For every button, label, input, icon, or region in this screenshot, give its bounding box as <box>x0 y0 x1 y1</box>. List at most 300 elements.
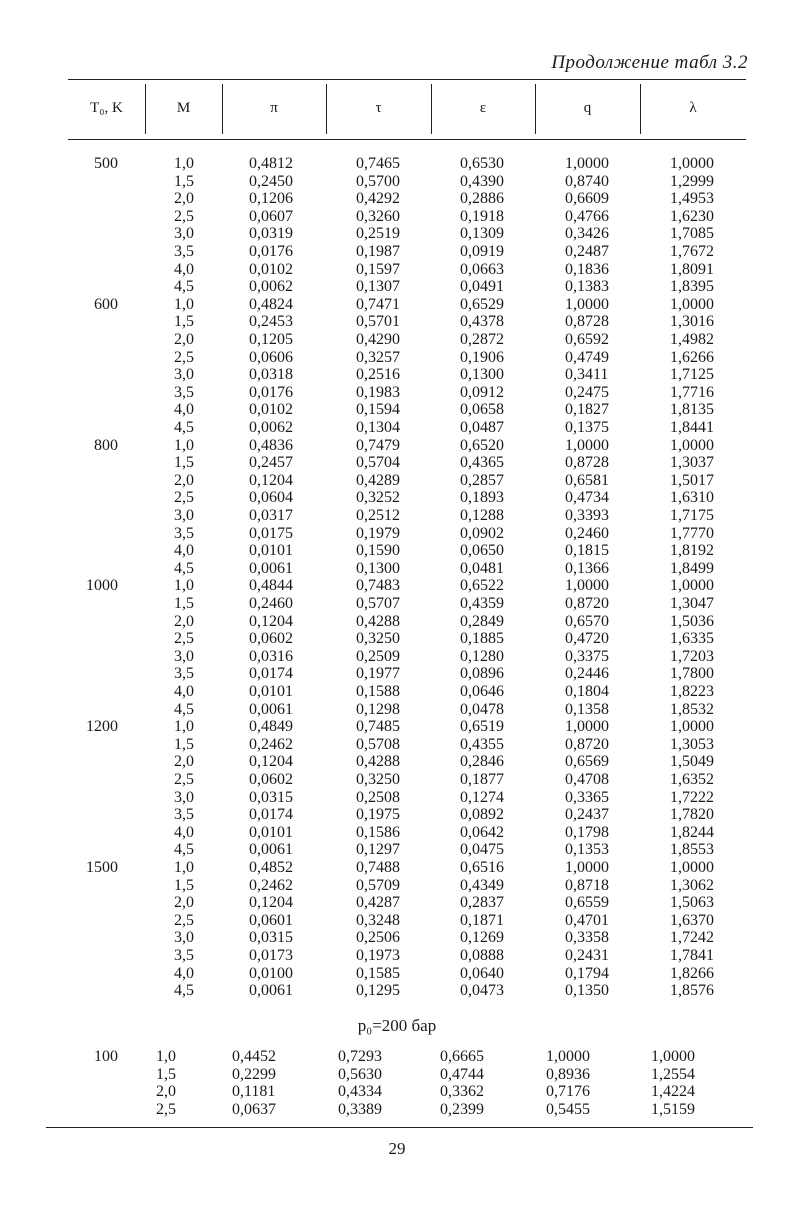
lambda-cell: 1,4953 <box>670 190 714 208</box>
pi-cell: 0,0175 <box>249 524 293 542</box>
q-cell: 0,4734 <box>565 489 609 507</box>
q-cell: 0,1798 <box>565 823 609 841</box>
lambda-cell: 1,3016 <box>670 313 714 331</box>
lambda-cell: 1,8576 <box>670 982 714 1000</box>
lambda-cell: 1,6335 <box>670 630 714 648</box>
eps-cell: 0,1918 <box>460 207 504 225</box>
lambda-cell: 1,3062 <box>670 876 714 894</box>
lambda-cell: 1,6310 <box>670 489 714 507</box>
lambda-cell: 1,7800 <box>670 665 714 683</box>
pi-cell: 0,0101 <box>249 683 293 700</box>
mach-cell: 4,0 <box>174 401 194 419</box>
lambda-cell: 1,8553 <box>670 841 714 859</box>
tau-cell: 0,5708 <box>356 735 400 753</box>
pi-cell: 0,0062 <box>249 278 293 296</box>
q-cell: 0,6559 <box>565 894 609 912</box>
q-cell: 0,7176 <box>546 1083 590 1101</box>
table-row <box>0 665 794 683</box>
header-q: q <box>583 100 592 116</box>
pi-cell: 0,1204 <box>249 471 293 489</box>
table-row <box>0 701 794 719</box>
tau-cell: 0,4288 <box>356 753 400 771</box>
t0-value: 1000 <box>86 577 118 595</box>
q-cell: 0,5455 <box>546 1100 590 1118</box>
mach-cell: 4,5 <box>174 278 194 296</box>
table-row <box>0 261 794 279</box>
eps-cell: 0,6520 <box>460 436 504 454</box>
tau-cell: 0,4289 <box>356 471 400 489</box>
tau-cell: 0,3389 <box>338 1100 382 1118</box>
eps-cell: 0,1280 <box>460 647 504 665</box>
q-cell: 0,1836 <box>565 260 609 278</box>
lambda-cell: 1,7203 <box>670 647 714 665</box>
mach-cell: 2,5 <box>174 771 194 788</box>
tau-cell: 0,7483 <box>356 577 400 595</box>
q-cell: 0,6570 <box>565 612 609 630</box>
eps-cell: 0,0902 <box>460 524 504 542</box>
eps-cell: 0,4355 <box>460 735 504 753</box>
table-row <box>0 859 794 877</box>
mach-cell: 2,0 <box>174 894 194 912</box>
q-cell: 0,1375 <box>565 419 609 436</box>
mach-cell: 2,0 <box>174 331 194 348</box>
tau-cell: 0,4292 <box>356 190 400 208</box>
eps-cell: 0,0919 <box>460 243 504 260</box>
table-row <box>0 560 794 578</box>
lambda-cell: 1,8441 <box>670 419 714 436</box>
eps-cell: 0,0646 <box>460 683 504 700</box>
q-cell: 1,0000 <box>565 859 609 876</box>
pi-cell: 0,4812 <box>249 155 293 172</box>
table-row <box>0 841 794 859</box>
tau-cell: 0,5707 <box>356 595 400 612</box>
mach-cell: 1,5 <box>174 313 194 331</box>
q-cell: 1,0000 <box>565 577 609 595</box>
eps-cell: 0,1885 <box>460 630 504 648</box>
table-row <box>0 542 794 560</box>
eps-cell: 0,4365 <box>460 454 504 472</box>
tau-cell: 0,1307 <box>356 278 400 296</box>
tau-cell: 0,1295 <box>356 982 400 1000</box>
mach-cell: 1,0 <box>174 295 194 313</box>
eps-cell: 0,1906 <box>460 348 504 366</box>
tau-cell: 0,2506 <box>356 929 400 947</box>
q-cell: 0,8740 <box>565 172 609 190</box>
table-row <box>0 929 794 947</box>
pi-cell: 0,4844 <box>249 577 293 595</box>
q-cell: 0,4766 <box>565 207 609 225</box>
mach-cell: 4,5 <box>174 559 194 577</box>
tau-cell: 0,1983 <box>356 383 400 401</box>
lambda-cell: 1,6266 <box>670 348 714 366</box>
t0-value: 100 <box>94 1048 118 1065</box>
q-cell: 0,1815 <box>565 542 609 560</box>
t0-value: 800 <box>94 436 118 454</box>
eps-cell: 0,0491 <box>460 278 504 296</box>
eps-cell: 0,1300 <box>460 366 504 384</box>
tau-cell: 0,1987 <box>356 243 400 260</box>
pi-cell: 0,2299 <box>232 1065 276 1083</box>
mach-cell: 4,0 <box>174 964 194 982</box>
eps-cell: 0,1309 <box>460 225 504 243</box>
eps-cell: 0,4744 <box>440 1065 484 1083</box>
q-cell: 0,1383 <box>565 278 609 296</box>
pi-cell: 0,1204 <box>249 612 293 630</box>
lambda-cell: 1,7222 <box>670 788 714 806</box>
eps-cell: 0,6516 <box>460 859 504 876</box>
lambda-cell: 1,7242 <box>670 929 714 947</box>
pi-cell: 0,4836 <box>249 436 293 454</box>
tau-cell: 0,5630 <box>338 1065 382 1083</box>
eps-cell: 0,4349 <box>460 876 504 894</box>
lambda-cell: 1,4224 <box>651 1083 695 1101</box>
eps-cell: 0,1871 <box>460 911 504 929</box>
eps-cell: 0,2399 <box>440 1100 484 1118</box>
mach-cell: 3,5 <box>174 524 194 542</box>
eps-cell: 0,6530 <box>460 155 504 172</box>
lambda-cell: 1,0000 <box>651 1048 695 1065</box>
eps-cell: 0,2872 <box>460 331 504 348</box>
q-cell: 0,6569 <box>565 753 609 771</box>
q-cell: 0,1350 <box>565 982 609 1000</box>
q-cell: 0,8718 <box>565 876 609 894</box>
q-cell: 0,3411 <box>565 366 609 384</box>
pi-cell: 0,0173 <box>249 947 293 964</box>
table-row <box>0 507 794 525</box>
pi-cell: 0,2457 <box>249 454 293 472</box>
eps-cell: 0,0663 <box>460 260 504 278</box>
mach-cell: 4,0 <box>174 823 194 841</box>
pi-cell: 0,0176 <box>249 383 293 401</box>
q-cell: 0,2446 <box>565 665 609 683</box>
tau-cell: 0,1590 <box>356 542 400 560</box>
table-row <box>0 877 794 895</box>
table-row <box>0 173 794 191</box>
table-row <box>0 1101 794 1119</box>
q-cell: 0,1794 <box>565 964 609 982</box>
table-row <box>0 824 794 842</box>
tau-cell: 0,7293 <box>338 1048 382 1065</box>
eps-cell: 0,2857 <box>460 471 504 489</box>
lambda-cell: 1,0000 <box>670 295 714 313</box>
mach-cell: 2,5 <box>174 630 194 648</box>
q-cell: 0,2431 <box>565 947 609 964</box>
table-bottom-rule <box>46 1127 753 1128</box>
mach-cell: 4,5 <box>174 700 194 718</box>
table-row <box>0 437 794 455</box>
pi-cell: 0,0061 <box>249 700 293 718</box>
table-row <box>0 313 794 331</box>
q-cell: 1,0000 <box>565 436 609 454</box>
pi-cell: 0,0102 <box>249 401 293 419</box>
header-eps: ε <box>479 100 487 116</box>
eps-cell: 0,6665 <box>440 1048 484 1065</box>
mach-cell: 3,0 <box>174 366 194 384</box>
mach-cell: 3,0 <box>174 225 194 243</box>
pi-cell: 0,0176 <box>249 243 293 260</box>
lambda-cell: 1,8532 <box>670 700 714 718</box>
table-row <box>0 384 794 402</box>
table-row <box>0 771 794 789</box>
q-cell: 0,2487 <box>565 243 609 260</box>
pi-cell: 0,4849 <box>249 718 293 736</box>
eps-cell: 0,1269 <box>460 929 504 947</box>
tau-cell: 0,1597 <box>356 260 400 278</box>
q-cell: 0,2460 <box>565 524 609 542</box>
table-row <box>0 190 794 208</box>
tau-cell: 0,1300 <box>356 559 400 577</box>
q-cell: 0,2475 <box>565 383 609 401</box>
table-row <box>0 806 794 824</box>
tau-cell: 0,7471 <box>356 295 400 313</box>
q-cell: 0,3393 <box>565 507 609 524</box>
table-row <box>0 982 794 1000</box>
mach-cell: 1,5 <box>156 1065 176 1083</box>
lambda-cell: 1,8135 <box>670 401 714 419</box>
mach-cell: 3,5 <box>174 243 194 260</box>
mach-cell: 4,0 <box>174 542 194 560</box>
header-lam: λ <box>689 100 697 116</box>
eps-cell: 0,1877 <box>460 771 504 788</box>
tau-cell: 0,3252 <box>356 489 400 507</box>
eps-cell: 0,0650 <box>460 542 504 560</box>
tau-cell: 0,4334 <box>338 1083 382 1101</box>
table-row <box>0 965 794 983</box>
lambda-cell: 1,5017 <box>670 471 714 489</box>
table-row <box>0 349 794 367</box>
mach-cell: 1,0 <box>174 436 194 454</box>
lambda-cell: 1,5063 <box>670 894 714 912</box>
eps-cell: 0,6522 <box>460 577 504 595</box>
q-cell: 0,3375 <box>565 647 609 665</box>
mach-cell: 1,0 <box>156 1048 176 1065</box>
q-cell: 1,0000 <box>565 155 609 172</box>
tau-cell: 0,3260 <box>356 207 400 225</box>
eps-cell: 0,0487 <box>460 419 504 436</box>
mach-cell: 3,5 <box>174 806 194 824</box>
eps-cell: 0,4390 <box>460 172 504 190</box>
table-row <box>0 947 794 965</box>
tau-cell: 0,1585 <box>356 964 400 982</box>
tau-cell: 0,3257 <box>356 348 400 366</box>
mach-cell: 2,0 <box>156 1083 176 1101</box>
pi-cell: 0,0100 <box>249 964 293 982</box>
t0-value: 1200 <box>86 718 118 736</box>
tau-cell: 0,1304 <box>356 419 400 436</box>
tau-cell: 0,7488 <box>356 859 400 876</box>
mach-cell: 3,0 <box>174 507 194 524</box>
eps-cell: 0,0640 <box>460 964 504 982</box>
t0-value: 1500 <box>86 859 118 876</box>
pi-cell: 0,2462 <box>249 735 293 753</box>
table-row <box>0 331 794 349</box>
eps-cell: 0,0658 <box>460 401 504 419</box>
pi-cell: 0,2453 <box>249 313 293 331</box>
lambda-cell: 1,8266 <box>670 964 714 982</box>
q-cell: 0,6592 <box>565 331 609 348</box>
lambda-cell: 1,8395 <box>670 278 714 296</box>
q-cell: 0,4708 <box>565 771 609 788</box>
tau-cell: 0,2512 <box>356 507 400 524</box>
q-cell: 0,3358 <box>565 929 609 947</box>
mach-cell: 3,5 <box>174 665 194 683</box>
tau-cell: 0,1297 <box>356 841 400 859</box>
mach-cell: 2,0 <box>174 190 194 208</box>
q-cell: 0,8720 <box>565 595 609 612</box>
eps-cell: 0,2886 <box>460 190 504 208</box>
tau-cell: 0,2509 <box>356 647 400 665</box>
lambda-cell: 1,8192 <box>670 542 714 560</box>
pi-cell: 0,4852 <box>249 859 293 876</box>
table-row <box>0 489 794 507</box>
eps-cell: 0,0473 <box>460 982 504 1000</box>
pi-cell: 0,0102 <box>249 260 293 278</box>
table-row <box>0 1083 794 1101</box>
pi-cell: 0,1206 <box>249 190 293 208</box>
eps-cell: 0,0896 <box>460 665 504 683</box>
t0-value: 600 <box>94 295 118 313</box>
tau-cell: 0,1588 <box>356 683 400 700</box>
mach-cell: 3,0 <box>174 788 194 806</box>
tau-cell: 0,3248 <box>356 911 400 929</box>
eps-cell: 0,0892 <box>460 806 504 824</box>
lambda-cell: 1,8244 <box>670 823 714 841</box>
mach-cell: 4,0 <box>174 260 194 278</box>
lambda-cell: 1,0000 <box>670 859 714 876</box>
tau-cell: 0,3250 <box>356 630 400 648</box>
pi-cell: 0,0601 <box>249 911 293 929</box>
table-row <box>0 630 794 648</box>
lambda-cell: 1,7175 <box>670 507 714 524</box>
q-cell: 0,3365 <box>565 788 609 806</box>
mach-cell: 4,5 <box>174 982 194 1000</box>
header-m: M <box>176 100 191 116</box>
q-cell: 0,8728 <box>565 313 609 331</box>
lambda-cell: 1,7770 <box>670 524 714 542</box>
eps-cell: 0,2849 <box>460 612 504 630</box>
lambda-cell: 1,6370 <box>670 911 714 929</box>
table-header-rule <box>68 139 746 140</box>
tau-cell: 0,7479 <box>356 436 400 454</box>
q-cell: 0,8936 <box>546 1065 590 1083</box>
mach-cell: 1,5 <box>174 454 194 472</box>
q-cell: 0,4701 <box>565 911 609 929</box>
tau-cell: 0,7465 <box>356 155 400 172</box>
table-row <box>0 753 794 771</box>
pi-cell: 0,0602 <box>249 771 293 788</box>
pi-cell: 0,0319 <box>249 225 293 243</box>
pi-cell: 0,2450 <box>249 172 293 190</box>
lambda-cell: 1,0000 <box>670 155 714 172</box>
table-row <box>0 894 794 912</box>
lambda-cell: 1,8091 <box>670 260 714 278</box>
tau-cell: 0,2516 <box>356 366 400 384</box>
q-cell: 1,0000 <box>565 295 609 313</box>
table-row <box>0 525 794 543</box>
mach-cell: 2,0 <box>174 471 194 489</box>
lambda-cell: 1,8223 <box>670 683 714 700</box>
lambda-cell: 1,3053 <box>670 735 714 753</box>
eps-cell: 0,0478 <box>460 700 504 718</box>
eps-cell: 0,4359 <box>460 595 504 612</box>
mach-cell: 1,5 <box>174 876 194 894</box>
q-cell: 0,1366 <box>565 559 609 577</box>
pi-cell: 0,0061 <box>249 982 293 1000</box>
lambda-cell: 1,3047 <box>670 595 714 612</box>
pi-cell: 0,0637 <box>232 1100 276 1118</box>
lambda-cell: 1,0000 <box>670 718 714 736</box>
eps-cell: 0,0912 <box>460 383 504 401</box>
mach-cell: 2,5 <box>174 348 194 366</box>
pi-cell: 0,0061 <box>249 559 293 577</box>
q-cell: 0,1804 <box>565 683 609 700</box>
tau-cell: 0,5701 <box>356 313 400 331</box>
mach-cell: 3,0 <box>174 929 194 947</box>
tau-cell: 0,1975 <box>356 806 400 824</box>
lambda-cell: 1,4982 <box>670 331 714 348</box>
eps-cell: 0,1893 <box>460 489 504 507</box>
table-caption: Продолжение табл 3.2 <box>551 52 748 73</box>
eps-cell: 0,2837 <box>460 894 504 912</box>
table-row <box>0 912 794 930</box>
pi-cell: 0,1181 <box>232 1083 276 1101</box>
eps-cell: 0,0475 <box>460 841 504 859</box>
mach-cell: 1,0 <box>174 859 194 876</box>
q-cell: 0,4720 <box>565 630 609 648</box>
mach-cell: 4,5 <box>174 419 194 436</box>
tau-cell: 0,5704 <box>356 454 400 472</box>
q-cell: 0,1353 <box>565 841 609 859</box>
lambda-cell: 1,7672 <box>670 243 714 260</box>
q-cell: 0,2437 <box>565 806 609 824</box>
table-row <box>0 472 794 490</box>
eps-cell: 0,0888 <box>460 947 504 964</box>
pi-cell: 0,0607 <box>249 207 293 225</box>
eps-cell: 0,2846 <box>460 753 504 771</box>
q-cell: 0,4749 <box>565 348 609 366</box>
lambda-cell: 1,8499 <box>670 559 714 577</box>
page-number: 29 <box>388 1139 406 1158</box>
table-row <box>0 155 794 173</box>
mach-cell: 2,5 <box>174 207 194 225</box>
lambda-cell: 1,3037 <box>670 454 714 472</box>
mach-cell: 2,5 <box>174 489 194 507</box>
pi-cell: 0,0315 <box>249 788 293 806</box>
pi-cell: 0,0317 <box>249 507 293 524</box>
pi-cell: 0,1204 <box>249 894 293 912</box>
mach-cell: 3,5 <box>174 947 194 964</box>
table-row <box>0 278 794 296</box>
table-row <box>0 1048 794 1066</box>
mach-cell: 1,0 <box>174 718 194 736</box>
lambda-cell: 1,2999 <box>670 172 714 190</box>
table-row <box>0 366 794 384</box>
pi-cell: 0,2462 <box>249 876 293 894</box>
mach-cell: 4,5 <box>174 841 194 859</box>
pi-cell: 0,0604 <box>249 489 293 507</box>
pi-cell: 0,0318 <box>249 366 293 384</box>
mach-cell: 2,0 <box>174 612 194 630</box>
pi-cell: 0,0061 <box>249 841 293 859</box>
eps-cell: 0,6519 <box>460 718 504 736</box>
table-top-rule <box>68 79 746 80</box>
table-row <box>0 208 794 226</box>
mach-cell: 1,0 <box>174 155 194 172</box>
header-pi: π <box>270 100 278 116</box>
tau-cell: 0,2519 <box>356 225 400 243</box>
lambda-cell: 1,6352 <box>670 771 714 788</box>
eps-cell: 0,0642 <box>460 823 504 841</box>
